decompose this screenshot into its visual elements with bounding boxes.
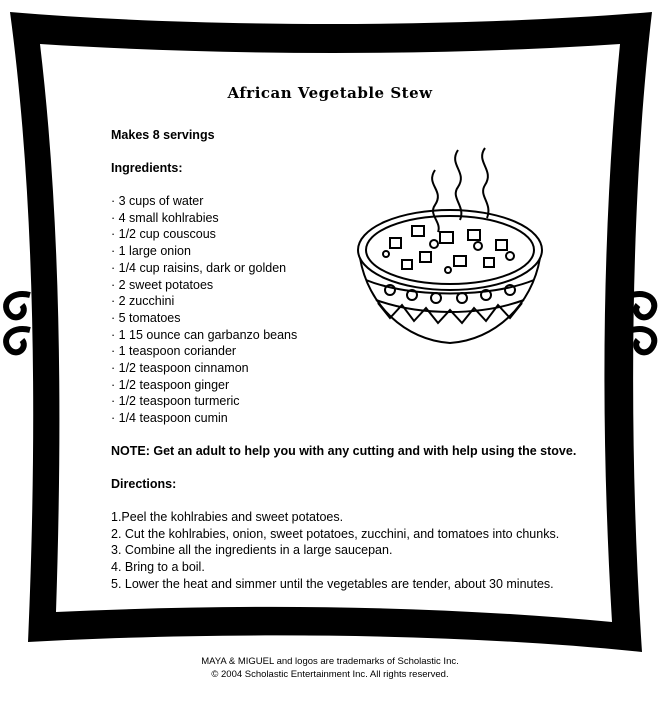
footer-trademark: MAYA & MIGUEL and logos are trademarks of Scholastic Inc. — [201, 656, 459, 667]
ingredient-item: · 1/2 teaspoon cinnamon — [111, 361, 249, 376]
directions-list — [111, 509, 559, 593]
direction-step: 3. Combine all the ingredients in a large saucepan. — [111, 543, 393, 558]
ingredient-item: · 2 sweet potatoes — [111, 277, 214, 292]
ingredient-item: · 1/2 cup couscous — [111, 227, 216, 242]
stew-bowl-illustration — [350, 140, 550, 350]
ingredient-item: · 1/4 cup raisins, dark or golden — [111, 260, 287, 275]
direction-step: 2. Cut the kohlrabies, onion, sweet potatoes, zucchini, and tomatoes into chunks. — [111, 526, 560, 541]
ingredient-item: · 5 tomatoes — [111, 310, 181, 325]
left-scroll-ornament — [6, 294, 30, 352]
ingredient-item: · 1/4 teaspoon cumin — [111, 411, 228, 426]
directions-heading: Directions: — [111, 477, 177, 491]
right-scroll-ornament — [632, 294, 654, 352]
servings: Makes 8 servings — [111, 128, 215, 142]
direction-step: 4. Bring to a boil. — [111, 560, 205, 575]
safety-note: NOTE: Get an adult to help you with any cutting and with help using the stove. — [111, 444, 577, 458]
ingredient-item: · 1 large onion — [111, 244, 191, 259]
ingredient-item: · 1 15 ounce can garbanzo beans — [111, 327, 298, 342]
footer-copyright: © 2004 Scholastic Entertainment Inc. All rights reserved. — [211, 669, 449, 680]
direction-step: 1.Peel the kohlrabies and sweet potatoes. — [111, 510, 344, 524]
ingredients-list — [111, 193, 297, 427]
ingredient-item: · 4 small kohlrabies — [111, 210, 219, 225]
ingredient-item: · 1/2 teaspoon turmeric — [111, 394, 240, 409]
recipe-title: African Vegetable Stew — [227, 84, 433, 102]
direction-step: 5. Lower the heat and simmer until the vegetables are tender, about 30 minutes. — [111, 576, 554, 591]
ingredient-item: · 3 cups of water — [111, 194, 204, 208]
ingredient-item: · 2 zucchini — [111, 294, 175, 309]
ingredient-item: · 1 teaspoon coriander — [111, 344, 237, 359]
ingredient-item: · 1/2 teaspoon ginger — [111, 377, 230, 392]
ingredients-heading: Ingredients: — [111, 161, 183, 175]
